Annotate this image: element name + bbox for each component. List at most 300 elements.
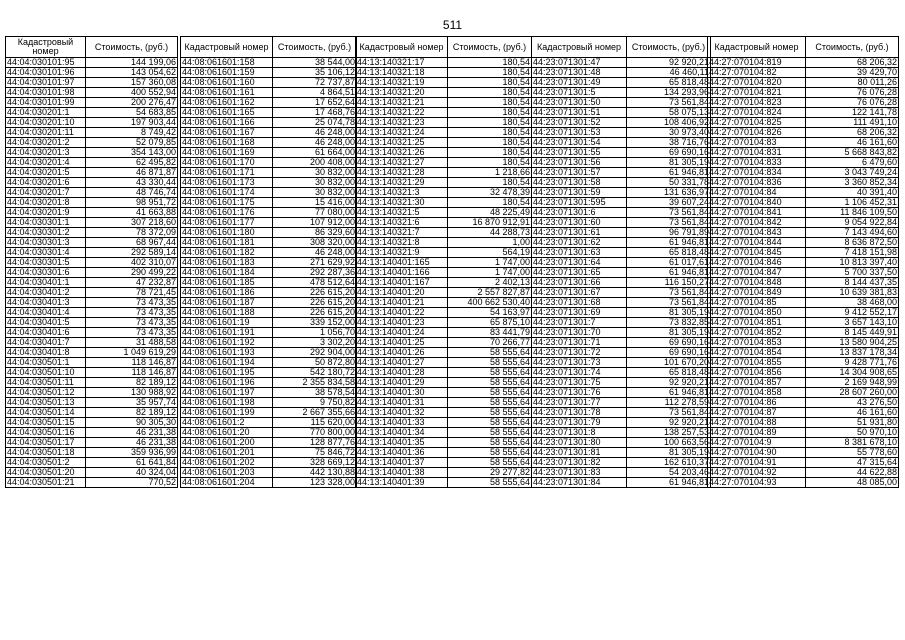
cadastral-number-cell: 44:08:061601:160	[181, 78, 273, 88]
cadastral-number-cell: 44:08:061601:168	[181, 138, 273, 148]
table-row	[181, 168, 357, 178]
cadastral-number-cell: 44:04:030401:3	[6, 298, 86, 308]
table-row	[6, 138, 178, 148]
column-header-cost: Стоимость, (руб.)	[806, 37, 899, 58]
cost-cell: 180,54	[448, 58, 532, 68]
table-row	[708, 188, 899, 198]
cadastral-number-cell: 44:27:070104:854	[708, 348, 806, 358]
page-number: 511	[442, 18, 463, 32]
cadastral-number-cell: 44:23:071301:65	[532, 268, 627, 278]
cost-cell: 7 143 494,60	[806, 228, 899, 238]
cadastral-number-cell: 44:27:070104:836	[708, 178, 806, 188]
table-row	[356, 248, 532, 258]
cost-cell: 118 146,87	[86, 368, 178, 378]
cadastral-number-cell: 44:08:061601:19	[181, 318, 273, 328]
cadastral-number-cell: 44:27:070104:821	[708, 88, 806, 98]
cadastral-number-cell: 44:04:030101:97	[6, 78, 86, 88]
cadastral-number-cell: 44:04:030101:96	[6, 68, 86, 78]
cadastral-number-cell: 44:08:061601:194	[181, 358, 273, 368]
cost-cell: 73 473,35	[86, 308, 178, 318]
cadastral-number-cell: 44:13:140401:36	[356, 448, 448, 458]
table-row	[356, 128, 532, 138]
cost-cell: 55 778,60	[806, 448, 899, 458]
table-row	[356, 428, 532, 438]
cost-cell: 9 412 552,17	[806, 308, 899, 318]
cadastral-number-cell: 44:23:071301:70	[532, 328, 627, 338]
cost-cell: 4 864,51	[273, 88, 357, 98]
cadastral-number-cell: 44:13:140321:30	[356, 198, 448, 208]
table-row	[6, 228, 178, 238]
cadastral-number-cell: 44:23:071301:52	[532, 118, 627, 128]
cost-cell: 73 473,35	[86, 298, 178, 308]
cost-cell: 400 662 530,40	[448, 298, 532, 308]
table-row	[708, 288, 899, 298]
cadastral-number-cell: 44:08:061601:192	[181, 338, 273, 348]
cost-cell: 5 700 337,50	[806, 268, 899, 278]
table-row	[532, 338, 711, 348]
cadastral-number-cell: 44:08:061601:162	[181, 98, 273, 108]
cadastral-number-cell: 44:04:030301:3	[6, 238, 86, 248]
cost-cell: 290 499,22	[86, 268, 178, 278]
table-row	[181, 198, 357, 208]
cost-cell: 16 870 912,91	[448, 218, 532, 228]
table-row	[181, 178, 357, 188]
table-row	[532, 358, 711, 368]
cadastral-number-cell: 44:04:030201:11	[6, 128, 86, 138]
cost-cell: 50 331,78	[627, 178, 711, 188]
table-row	[6, 238, 178, 248]
cadastral-number-cell: 44:08:061601:197	[181, 388, 273, 398]
table-row	[181, 348, 357, 358]
cadastral-number-cell: 44:13:140401:20	[356, 288, 448, 298]
cadastral-number-cell: 44:23:071301:7	[532, 318, 627, 328]
cadastral-number-cell: 44:13:140401:28	[356, 368, 448, 378]
cadastral-number-cell: 44:04:030501:11	[6, 378, 86, 388]
table-row	[6, 78, 178, 88]
cost-cell: 8 749,42	[86, 128, 178, 138]
cost-cell: 54 163,97	[448, 308, 532, 318]
cadastral-number-cell: 44:08:061601:184	[181, 268, 273, 278]
cadastral-number-cell: 44:08:061601:170	[181, 158, 273, 168]
cost-cell: 442 130,88	[273, 468, 357, 478]
cost-cell: 100 663,56	[627, 438, 711, 448]
cadastral-table-4	[531, 36, 711, 488]
table-row	[181, 68, 357, 78]
table-row	[356, 458, 532, 468]
cost-cell: 308 320,00	[273, 238, 357, 248]
table-row	[6, 258, 178, 268]
cadastral-number-cell: 44:23:071301:48	[532, 68, 627, 78]
cost-cell: 73 561,84	[627, 208, 711, 218]
cost-cell: 78 721,45	[86, 288, 178, 298]
cost-cell: 157 360,08	[86, 78, 178, 88]
cost-cell: 770 800,00	[273, 428, 357, 438]
cadastral-number-cell: 44:04:030501:12	[6, 388, 86, 398]
table-row	[181, 328, 357, 338]
cadastral-number-cell: 44:23:071301:61	[532, 228, 627, 238]
column-header-cost: Стоимость, (руб.)	[86, 37, 178, 58]
cost-cell: 180,54	[448, 78, 532, 88]
table-row	[708, 158, 899, 168]
cadastral-number-cell: 44:23:071301:49	[532, 78, 627, 88]
table-row	[532, 268, 711, 278]
cost-cell: 180,54	[448, 108, 532, 118]
cadastral-number-cell: 44:08:061601:2	[181, 418, 273, 428]
table-row	[181, 398, 357, 408]
cost-cell: 402 310,07	[86, 258, 178, 268]
cadastral-number-cell: 44:23:071301:50	[532, 98, 627, 108]
cadastral-number-cell: 44:23:071301:55	[532, 148, 627, 158]
cost-cell: 200 408,00	[273, 158, 357, 168]
table-row	[181, 228, 357, 238]
table-row	[6, 198, 178, 208]
cadastral-number-cell: 44:13:140321:26	[356, 148, 448, 158]
cadastral-number-cell: 44:23:071301:76	[532, 388, 627, 398]
table-row	[532, 148, 711, 158]
table-row	[181, 108, 357, 118]
cadastral-number-cell: 44:04:030201:4	[6, 158, 86, 168]
cadastral-number-cell: 44:27:070104:858	[708, 388, 806, 398]
table-row	[708, 58, 899, 68]
table-row	[181, 148, 357, 158]
cadastral-number-cell: 44:08:061601:183	[181, 258, 273, 268]
table-row	[181, 188, 357, 198]
table-row	[532, 398, 711, 408]
table-row	[356, 398, 532, 408]
table-row	[708, 228, 899, 238]
cost-cell: 11 846 109,50	[806, 208, 899, 218]
cost-cell: 1 056,70	[273, 328, 357, 338]
cadastral-number-cell: 44:04:030501:21	[6, 478, 86, 488]
cadastral-number-cell: 44:04:030501:16	[6, 428, 86, 438]
table-row	[708, 398, 899, 408]
cadastral-number-cell: 44:27:070104:834	[708, 168, 806, 178]
table-row	[356, 378, 532, 388]
cost-cell: 65 818,48	[627, 78, 711, 88]
table-row	[356, 108, 532, 118]
cadastral-number-cell: 44:23:071301:47	[532, 58, 627, 68]
table-row	[181, 158, 357, 168]
cadastral-number-cell: 44:27:070104:852	[708, 328, 806, 338]
cost-cell: 68 967,44	[86, 238, 178, 248]
cadastral-number-cell: 44:13:140401:26	[356, 348, 448, 358]
table-row	[356, 208, 532, 218]
table-row	[532, 298, 711, 308]
cost-cell: 30 973,40	[627, 128, 711, 138]
table-row	[181, 338, 357, 348]
table-row	[708, 268, 899, 278]
cost-cell: 81 305,19	[627, 448, 711, 458]
table-row	[181, 238, 357, 248]
cadastral-number-cell: 44:23:071301:63	[532, 248, 627, 258]
cadastral-number-cell: 44:04:030501:18	[6, 448, 86, 458]
cadastral-number-cell: 44:27:070104:855	[708, 358, 806, 368]
cost-cell: 6 479,60	[806, 158, 899, 168]
table-row	[532, 308, 711, 318]
column-header-cadastral-number: Кадастровый номер	[6, 37, 86, 58]
table-row	[6, 348, 178, 358]
cost-cell: 13 580 904,25	[806, 338, 899, 348]
table-row	[708, 468, 899, 478]
cost-cell: 1 049 619,29	[86, 348, 178, 358]
table-row	[181, 468, 357, 478]
cadastral-number-cell: 44:13:140321:22	[356, 108, 448, 118]
table-row	[532, 208, 711, 218]
cost-cell: 69 690,16	[627, 348, 711, 358]
cadastral-number-cell: 44:04:030501:1	[6, 358, 86, 368]
table-row	[356, 468, 532, 478]
cadastral-number-cell: 44:04:030501:20	[6, 468, 86, 478]
table-row	[708, 168, 899, 178]
table-row	[708, 438, 899, 448]
table-row	[708, 418, 899, 428]
cadastral-number-cell: 44:13:140401:37	[356, 458, 448, 468]
cost-cell: 180,54	[448, 98, 532, 108]
cadastral-number-cell: 44:13:140401:32	[356, 408, 448, 418]
cost-cell: 2 169 948,99	[806, 378, 899, 388]
cadastral-number-cell: 44:27:070104:842	[708, 218, 806, 228]
cadastral-number-cell: 44:23:071301:72	[532, 348, 627, 358]
cadastral-number-cell: 44:27:070104:91	[708, 458, 806, 468]
table-row	[6, 478, 178, 488]
cost-cell: 77 080,00	[273, 208, 357, 218]
cost-cell: 38 716,76	[627, 138, 711, 148]
table-row	[6, 248, 178, 258]
cadastral-number-cell: 44:27:070104:841	[708, 208, 806, 218]
table-row	[708, 258, 899, 268]
table-row	[708, 238, 899, 248]
table-row	[532, 168, 711, 178]
table-row	[708, 388, 899, 398]
cost-cell: 2 355 834,58	[273, 378, 357, 388]
cost-cell: 75 846,72	[273, 448, 357, 458]
cost-cell: 38 468,00	[806, 298, 899, 308]
table-row	[532, 128, 711, 138]
cost-cell: 17 468,76	[273, 108, 357, 118]
cost-cell: 38 544,00	[273, 58, 357, 68]
cost-cell: 48 225,49	[448, 208, 532, 218]
cadastral-number-cell: 44:08:061601:177	[181, 218, 273, 228]
table-row	[708, 138, 899, 148]
table-row	[532, 118, 711, 128]
cadastral-number-cell: 44:27:070104:849	[708, 288, 806, 298]
cadastral-number-cell: 44:23:071301:82	[532, 458, 627, 468]
table-row	[356, 218, 532, 228]
cadastral-number-cell: 44:23:071301:71	[532, 338, 627, 348]
cadastral-number-cell: 44:13:140401:24	[356, 328, 448, 338]
table-row	[532, 188, 711, 198]
cadastral-number-cell: 44:27:070104:819	[708, 58, 806, 68]
cadastral-number-cell: 44:27:070104:823	[708, 98, 806, 108]
cadastral-number-cell: 44:23:071301:79	[532, 418, 627, 428]
table-row	[6, 438, 178, 448]
cost-cell: 92 920,21	[627, 378, 711, 388]
cadastral-number-cell: 44:13:140401:30	[356, 388, 448, 398]
cost-cell: 1 747,00	[448, 258, 532, 268]
cost-cell: 58 555,64	[448, 418, 532, 428]
table-row	[532, 158, 711, 168]
cost-cell: 17 652,64	[273, 98, 357, 108]
cost-cell: 339 152,00	[273, 318, 357, 328]
table-row	[181, 388, 357, 398]
cost-cell: 354 143,00	[86, 148, 178, 158]
cadastral-number-cell: 44:08:061601:193	[181, 348, 273, 358]
cadastral-number-cell: 44:27:070104:824	[708, 108, 806, 118]
cadastral-number-cell: 44:08:061601:176	[181, 208, 273, 218]
cost-cell: 58 555,64	[448, 398, 532, 408]
cadastral-number-cell: 44:04:030301:5	[6, 258, 86, 268]
cost-cell: 32 478,39	[448, 188, 532, 198]
cadastral-number-cell: 44:27:070104:844	[708, 238, 806, 248]
cost-cell: 292 589,14	[86, 248, 178, 258]
cadastral-number-cell: 44:13:140321:25	[356, 138, 448, 148]
cost-cell: 564,19	[448, 248, 532, 258]
table-row	[181, 138, 357, 148]
table-row	[708, 78, 899, 88]
cadastral-number-cell: 44:04:030201:6	[6, 178, 86, 188]
cost-cell: 35 957,74	[86, 398, 178, 408]
cost-cell: 73 473,35	[86, 328, 178, 338]
table-row	[6, 448, 178, 458]
cadastral-number-cell: 44:27:070104:820	[708, 78, 806, 88]
table-row	[356, 448, 532, 458]
cadastral-number-cell: 44:23:071301:68	[532, 298, 627, 308]
cadastral-number-cell: 44:13:140401:38	[356, 468, 448, 478]
cadastral-number-cell: 44:13:140401:23	[356, 318, 448, 328]
cost-cell: 271 629,92	[273, 258, 357, 268]
table-row	[708, 368, 899, 378]
cadastral-number-cell: 44:13:140401:167	[356, 278, 448, 288]
cadastral-number-cell: 44:08:061601:175	[181, 198, 273, 208]
cadastral-number-cell: 44:04:030201:7	[6, 188, 86, 198]
cost-cell: 69 690,16	[627, 148, 711, 158]
table-row	[6, 408, 178, 418]
cadastral-number-cell: 44:04:030301:2	[6, 228, 86, 238]
table-row	[532, 368, 711, 378]
cost-cell: 73 561,84	[627, 98, 711, 108]
table-row	[181, 408, 357, 418]
cost-cell: 101 670,20	[627, 358, 711, 368]
cost-cell: 144 199,06	[86, 58, 178, 68]
table-row	[356, 298, 532, 308]
cadastral-number-cell: 44:08:061601:195	[181, 368, 273, 378]
table-row	[181, 438, 357, 448]
table-row	[708, 308, 899, 318]
cadastral-number-cell: 44:13:140401:34	[356, 428, 448, 438]
cadastral-number-cell: 44:13:140321:9	[356, 248, 448, 258]
cost-cell: 40 391,40	[806, 188, 899, 198]
table-header-row	[181, 37, 357, 58]
table-row	[356, 58, 532, 68]
table-row	[356, 478, 532, 488]
table-row	[708, 328, 899, 338]
cost-cell: 58 555,64	[448, 438, 532, 448]
cadastral-number-cell: 44:27:070104:843	[708, 228, 806, 238]
cost-cell: 65 818,48	[627, 368, 711, 378]
column-header-cost: Стоимость, (руб.)	[273, 37, 357, 58]
cost-cell: 13 837 178,34	[806, 348, 899, 358]
cost-cell: 134 293,96	[627, 88, 711, 98]
cost-cell: 9 750,82	[273, 398, 357, 408]
cost-cell: 180,54	[448, 128, 532, 138]
cost-cell: 180,54	[448, 88, 532, 98]
table-row	[6, 468, 178, 478]
table-row	[356, 188, 532, 198]
cadastral-number-cell: 44:04:030401:7	[6, 338, 86, 348]
cadastral-number-cell: 44:04:030201:1	[6, 108, 86, 118]
cost-cell: 98 951,72	[86, 198, 178, 208]
cadastral-number-cell: 44:08:061601:173	[181, 178, 273, 188]
cost-cell: 31 488,58	[86, 338, 178, 348]
cost-cell: 58 555,64	[448, 368, 532, 378]
cost-cell: 61 946,81	[627, 168, 711, 178]
table-row	[6, 318, 178, 328]
cost-cell: 307 218,60	[86, 218, 178, 228]
cost-cell: 82 189,12	[86, 408, 178, 418]
cadastral-number-cell: 44:13:140401:29	[356, 378, 448, 388]
cadastral-number-cell: 44:13:140321:3	[356, 188, 448, 198]
cadastral-number-cell: 44:27:070104:826	[708, 128, 806, 138]
cadastral-number-cell: 44:04:030401:8	[6, 348, 86, 358]
table-row	[708, 218, 899, 228]
cost-cell: 58 555,64	[448, 448, 532, 458]
cadastral-number-cell: 44:04:030101:98	[6, 88, 86, 98]
cadastral-number-cell: 44:13:140401:35	[356, 438, 448, 448]
cadastral-number-cell: 44:08:061601:191	[181, 328, 273, 338]
cadastral-number-cell: 44:04:030201:2	[6, 138, 86, 148]
table-row	[181, 218, 357, 228]
cadastral-number-cell: 44:04:030201:10	[6, 118, 86, 128]
cadastral-number-cell: 44:08:061601:199	[181, 408, 273, 418]
table-row	[181, 98, 357, 108]
table-row	[356, 338, 532, 348]
table-row	[532, 418, 711, 428]
table-row	[708, 478, 899, 488]
table-row	[6, 108, 178, 118]
cost-cell: 68 206,32	[806, 128, 899, 138]
table-row	[708, 358, 899, 368]
cadastral-number-cell: 44:04:030501:13	[6, 398, 86, 408]
cost-cell: 46 248,00	[273, 248, 357, 258]
cadastral-number-cell: 44:04:030401:6	[6, 328, 86, 338]
cadastral-number-cell: 44:23:071301:53	[532, 128, 627, 138]
cadastral-number-cell: 44:13:140401:31	[356, 398, 448, 408]
cost-cell: 58 555,64	[448, 358, 532, 368]
cost-cell: 61 946,81	[627, 238, 711, 248]
cost-cell: 90 305,30	[86, 418, 178, 428]
table-row	[6, 58, 178, 68]
table-row	[6, 218, 178, 228]
cost-cell: 200 276,47	[86, 98, 178, 108]
cadastral-number-cell: 44:04:030201:3	[6, 148, 86, 158]
table-row	[6, 168, 178, 178]
cadastral-number-cell: 44:13:140321:6	[356, 218, 448, 228]
cost-cell: 38 578,54	[273, 388, 357, 398]
table-row	[532, 458, 711, 468]
table-row	[532, 108, 711, 118]
cadastral-number-cell: 44:23:071301:56	[532, 158, 627, 168]
cost-cell: 9 054 922,84	[806, 218, 899, 228]
cadastral-number-cell: 44:04:030101:99	[6, 98, 86, 108]
table-row	[532, 328, 711, 338]
cadastral-number-cell: 44:27:070104:850	[708, 308, 806, 318]
cost-cell: 226 615,20	[273, 298, 357, 308]
table-row	[532, 198, 711, 208]
cost-cell: 58 555,64	[448, 478, 532, 488]
cost-cell: 138 257,53	[627, 428, 711, 438]
cost-cell: 73 832,85	[627, 318, 711, 328]
cost-cell: 65 818,48	[627, 248, 711, 258]
